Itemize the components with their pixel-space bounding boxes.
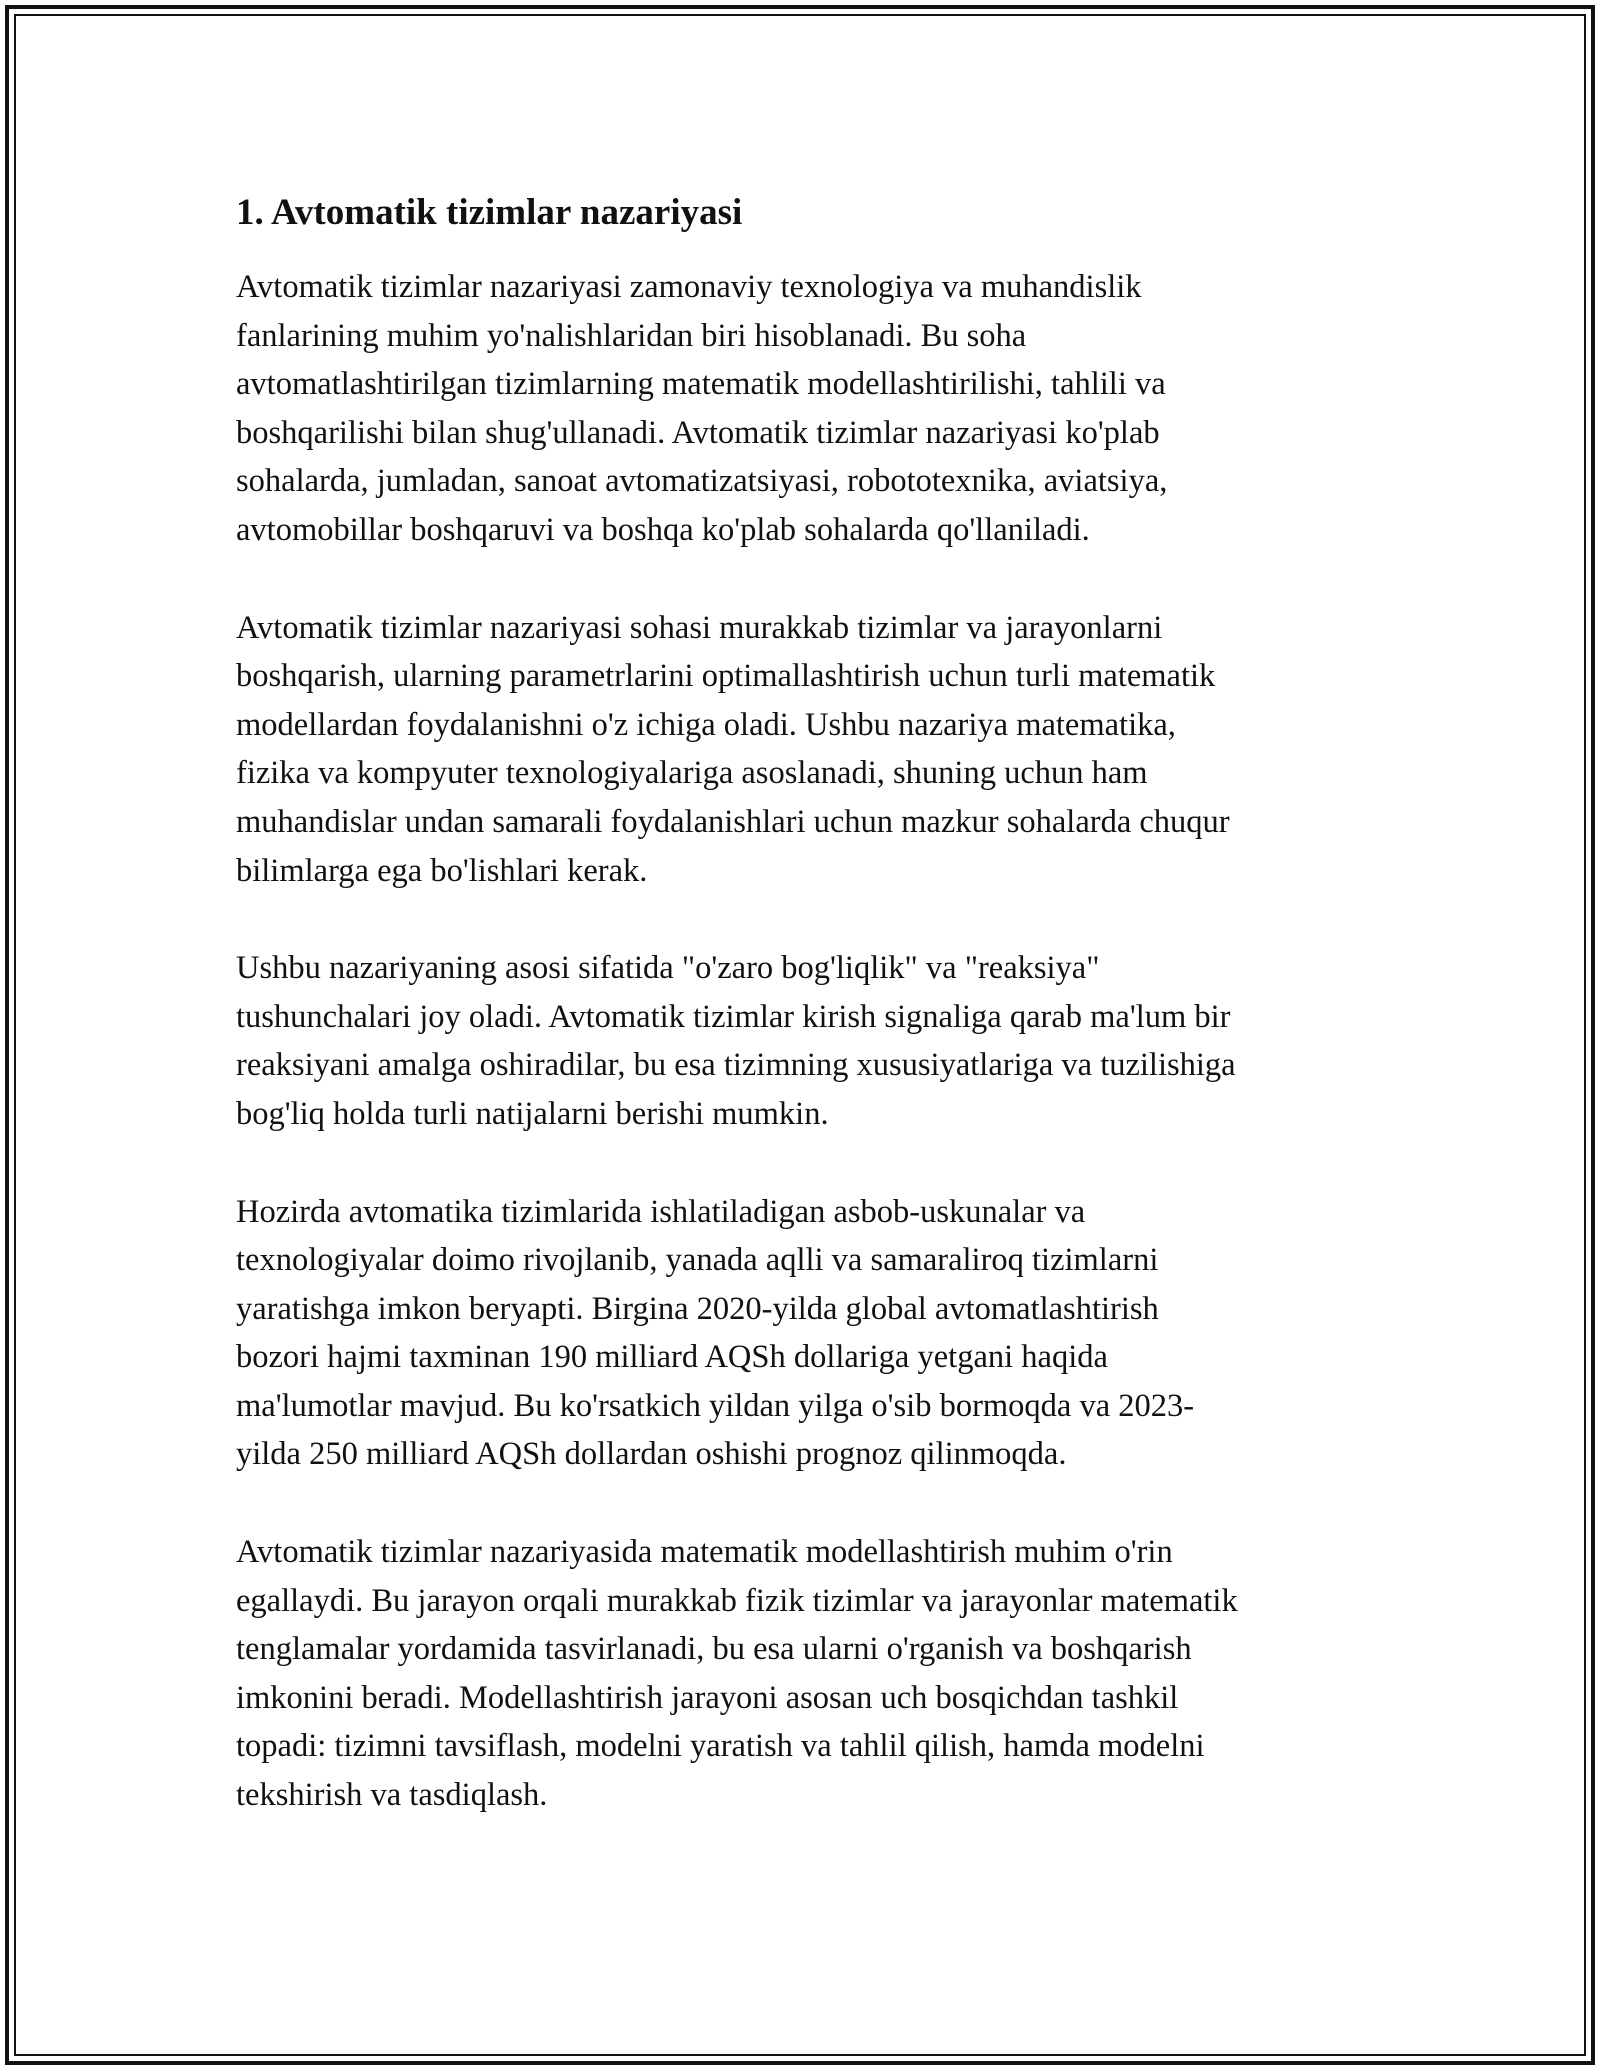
paragraph-1: Avtomatik tizimlar nazariyasi zamonaviy texnologiya va muhandislik fanlarining muhim yo'nalishlaridan biri hisoblanadi. Bu soha avtomatlashtirilgan tizimlarning matematik modellashtirilishi, tahlili va boshqarilishi bilan shug'ullanadi. Avtomatik tizimlar nazariyasi ko'plab sohalarda, jumladan, sanoat avtomatizatsiyasi, robototexnika, aviatsiya, avtomobillar boshqaruvi va boshqa ko'plab sohalarda qo'llaniladi. [236, 269, 1168, 548]
paragraph-4: Hozirda avtomatika tizimlarida ishlatiladigan asbob-uskunalar va texnologiyalar doimo rivojlanib, yanada aqlli va samaraliroq tizimlarni yaratishga imkon beryapti. Birgina 2020-yilda global avtomatlashtirish bozori hajmi taxminan 190 milliard AQSh dollariga yetgani haqida ma'lumotlar mavjud. Bu ko'rsatkich yildan yilga o'sib bormoqda va 2023- yilda 250 milliard AQSh dollardan oshishi prognoz qilinmoqda. [236, 1193, 1195, 1473]
document-body [236, 185, 1376, 1869]
paragraph-2: Avtomatik tizimlar nazariyasi sohasi murakkab tizimlar va jarayonlarni boshqarish, ularning parametrlarini optimallashtirish uchun turli matematik modellardan foydalanishni o'z ichiga oladi. Ushbu nazariya matematika, fizika va kompyuter texnologiyalariga asoslanadi, shuning uchun ham muhandislar undan samarali foydalanishlari uchun mazkur sohalarda chuqur bilimlarga ega bo'lishlari kerak. [236, 609, 1230, 889]
paragraph-3: Ushbu nazariyaning asosi sifatida "o'zaro bog'liqlik" va "reaksiya" tushunchalari joy oladi. Avtomatik tizimlar kirish signaliga qarab ma'lum bir reaksiyani amalga oshiradilar, bu esa tizimning xususiyatlariga va tuzilishiga bog'liq holda turli natijalarni berishi mumkin. [236, 950, 1236, 1132]
section-title: 1. Avtomatik tizimlar nazariyasi [236, 192, 743, 233]
paragraph-5: Avtomatik tizimlar nazariyasida matematik modellashtirish muhim o'rin egallaydi. Bu jarayon orqali murakkab fizik tizimlar va jarayonlar matematik tenglamalar yordamida tasvirlanadi, bu esa ularni o'rganish va boshqarish imkonini beradi. Modellashtirish jarayoni asosan uch bosqichdan tashkil topadi: tizimni tavsiflash, modelni yaratish va tahlil qilish, hamda modelni tekshirish va tasdiqlash. [236, 1534, 1238, 1814]
